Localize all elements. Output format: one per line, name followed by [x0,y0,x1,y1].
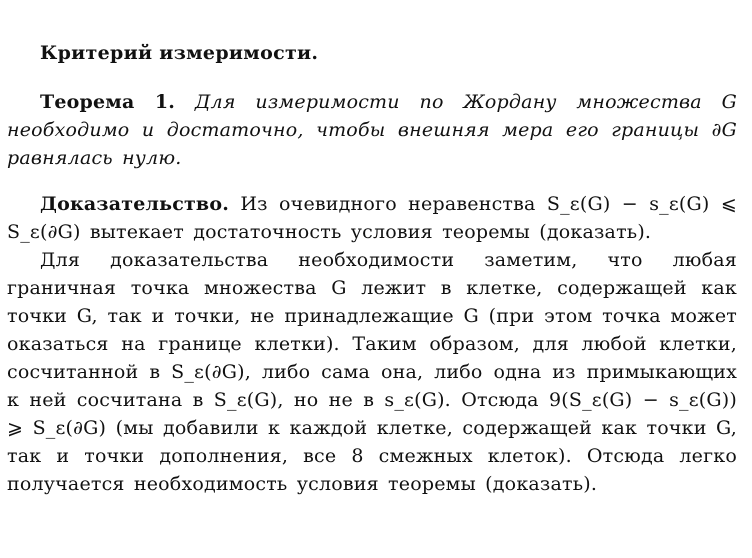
proof-label: Доказательство. [40,193,230,215]
section-title: Критерий измеримости. [40,42,319,64]
proof-paragraph-2 [7,246,737,498]
page [7,40,737,498]
proof-paragraph-1 [7,190,737,246]
proof-text-1: Из очевидного неравенства S_ε(G) − s_ε(G) ⩽ S_ε(∂G) вытекает достаточность условия теоремы (доказать). [7,193,737,243]
theorem-label: Теорема 1. [40,91,176,113]
proof-text-2: Для доказательства необходимости заметим, что любая граничная точка множества G лежит в клетке, содержащей как точки G, так и точки, не принадлежащие G (при этом точка может оказаться на границе клетки). Таким образом, для любой клетки, сосчитанной в S_ε(∂G), либо сама она, либо одна из примыкающих к ней сосчитана в S_ε(G), но не в s_ε(G). Отсюда 9(S_ε(G) − s_ε(G)) ⩾ S_ε(∂G) (мы добавили к каждой клетке, содержащей как точки G, так и точки дополнения, все 8 смежных клеток). Отсюда легко получается необходимость условия теоремы (доказать). [7,249,737,495]
theorem [7,88,737,172]
theorem-body: Для измеримости по Жордану множества G необходимо и достаточно, чтобы внешняя мера его границы ∂G равнялась нулю. [7,91,737,169]
